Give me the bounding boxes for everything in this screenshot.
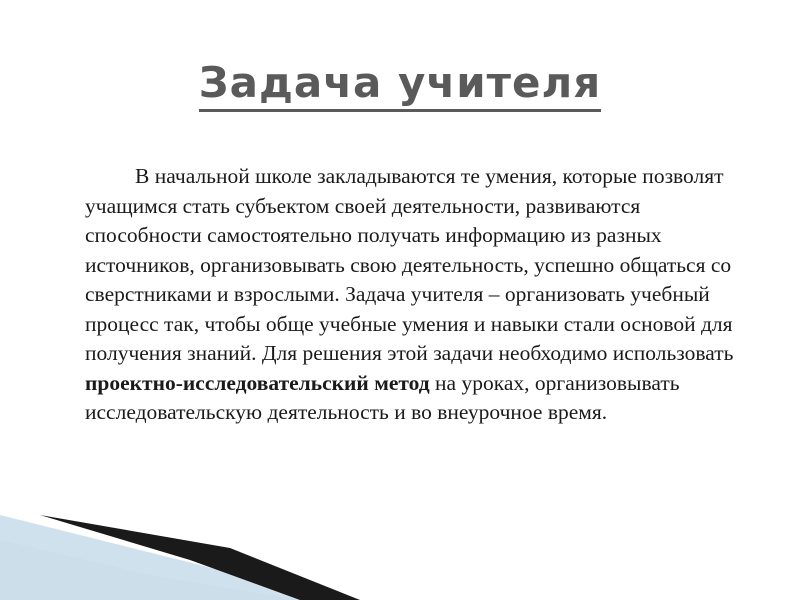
paragraph-bold-text: проектно-исследовательский метод — [85, 370, 430, 395]
paragraph-text-end: на уроках, организовывать исследовательскую деятельность и во внеурочное время. — [85, 370, 680, 424]
paragraph-text-start: В начальной школе закладываются те умения, которые позволят учащимся стать субъектом своей деятельности, развиваются способности самостоятельно получать информацию из разных источников, организовывать свою деятельность, успешно общаться со сверстниками и взрослыми. Задача учителя – организовать учебный процесс так, чтобы обще учебные умения и навыки стали основой для получения знаний. Для решения этой задачи необходимо использовать — [85, 164, 734, 365]
slide-title-text: Задача учителя — [199, 58, 601, 112]
